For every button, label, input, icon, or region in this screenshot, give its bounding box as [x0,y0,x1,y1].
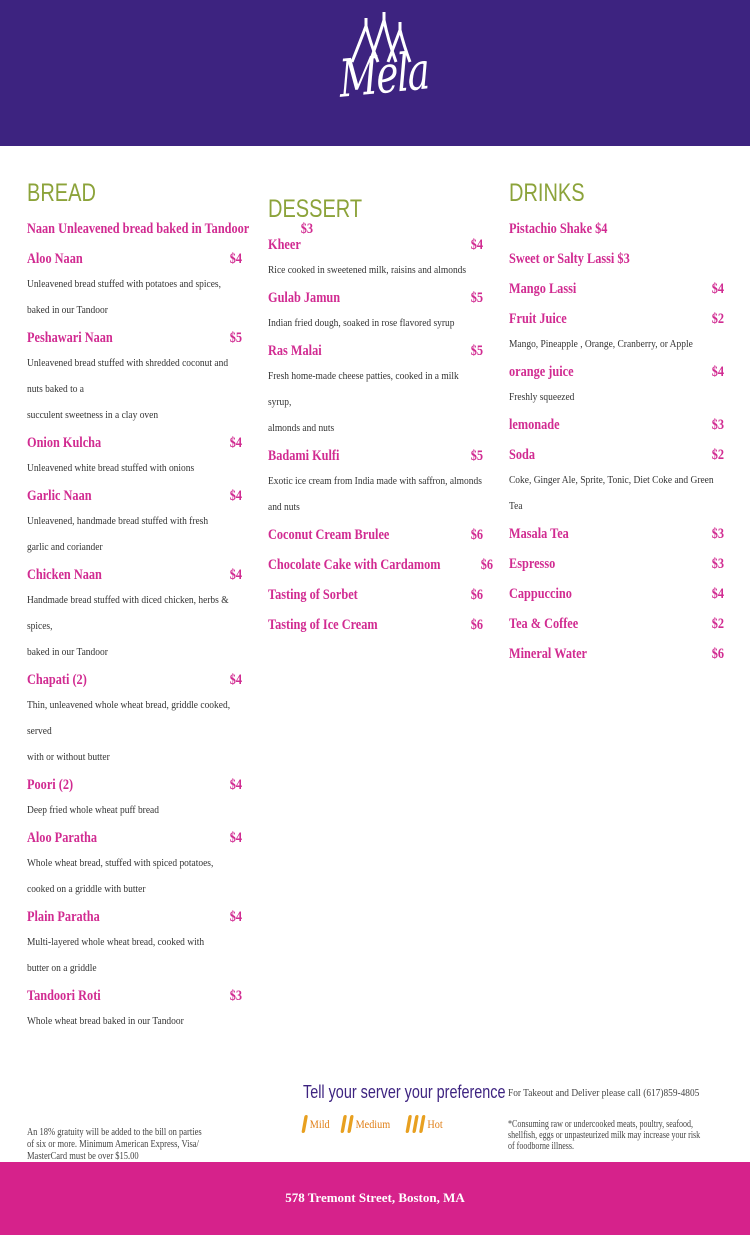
menu-item [268,283,483,336]
menu-item [27,428,242,481]
menu-item-name: Aloo Naan [27,251,83,267]
consumption-warning: *Consuming raw or undercooked meats, poultry, seafood, shellfish, eggs or unpasteurized milk may increase your risk of foodborne illness. [508,1119,701,1152]
dessert-section [268,194,494,640]
spice-level-label: Mild [309,1116,330,1131]
menu-item-row [268,230,483,260]
menu-item-description: Coke, Ginger Ale, Sprite, Tonic, Diet Coke and Green Tea [509,474,714,512]
menu-item-name: Soda [509,447,535,463]
menu-item-description: Rice cooked in sweetened milk, raisins and almonds [268,264,467,276]
menu-item-price: $3 [711,417,724,433]
menu-item [509,579,724,609]
menu-item-row [27,770,242,800]
menu-item-row [27,981,242,1011]
spice-levels [303,1115,473,1133]
menu-item [509,274,724,304]
menu-item-price: $6 [711,646,724,662]
menu-item [27,823,242,902]
gratuity-note: An 18% gratuity will be added to the bill on parties of six or more. Minimum American Express, Visa/ MasterCard must be over $15.00 [27,1127,202,1162]
menu-item-price: $5 [470,448,483,464]
menu-item-description: Deep fried whole wheat puff bread [27,804,159,816]
menu-item-row [27,560,242,590]
menu-item-price: $6 [470,587,483,603]
menu-item [27,323,242,428]
preference-title: Tell your server your preference [303,1082,506,1102]
menu-item-row [27,323,242,353]
menu-item [509,639,724,669]
menu-item-price: $3 [711,526,724,542]
menu-item [509,410,724,440]
menu-item-name: Badami Kulfi [268,448,340,464]
spice-level-medium [342,1115,390,1133]
menu-item [27,560,242,665]
menu-item [27,902,242,981]
menu-item-price: $4 [711,281,724,297]
menu-item-price: $6 [470,527,483,543]
menu-item [268,441,483,520]
takeout-note: For Takeout and Deliver please call (617)859-4805 [508,1087,700,1099]
menu-item [268,580,483,610]
menu-item-row [27,214,314,244]
menu-item-row [509,410,724,440]
menu-item-price: $4 [229,909,242,925]
menu-item-name: Masala Tea [509,526,569,542]
menu-item-row [268,336,483,366]
menu-item-name: orange juice [509,364,574,380]
menu-item-price: $3 [300,221,314,237]
menu-item-price: $4 [229,567,242,583]
spice-level-hot [407,1115,443,1133]
menu-item-row [268,610,483,640]
menu-item-name: Onion Kulcha [27,435,102,451]
menu-item-price: $2 [711,447,724,463]
chili-pepper-icon [341,1115,348,1133]
spice-level-mild [303,1115,330,1133]
menu-item-price: $4 [229,488,242,504]
menu-item-name: Mango Lassi [509,281,577,297]
menu-item-name: Peshawari Naan [27,330,113,346]
menu-item-description: Unleavened, handmade bread stuffed with fresh garlic and coriander [27,515,209,553]
menu-item-name: Gulab Jamun [268,290,341,306]
menu-item-price: $2 [711,311,724,327]
menu-item-price: $4 [229,435,242,451]
menu-item-description: Fresh home-made cheese patties, cooked in a milk syrup, almonds and nuts [268,370,459,434]
chili-pepper-icon [348,1115,355,1133]
menu-item [268,336,483,441]
section-title: BREAD [27,179,96,207]
menu-item-name: Pistachio Shake $4 [509,221,608,237]
menu-item-name: Chicken Naan [27,567,102,583]
menu-item [509,440,724,519]
menu-item-price: $5 [470,343,483,359]
menu-item [509,214,724,244]
menu-item-row [509,274,724,304]
menu-item-description: Unleavened bread stuffed with shredded coconut and nuts baked to a succulent sweetness in a clay oven [27,357,229,421]
menu-item-price: $5 [229,330,242,346]
menu-item [268,520,483,550]
drinks-section [509,178,724,669]
menu-item-description: Indian fried dough, soaked in rose flavored syrup [268,317,455,329]
menu-item-name: Tasting of Ice Cream [268,617,378,633]
menu-item [27,244,242,323]
menu-item-price: $3 [711,556,724,572]
menu-item [509,519,724,549]
menu-item-price: $4 [711,586,724,602]
chili-pepper-icon [405,1115,412,1133]
menu-item-name: Chapati (2) [27,672,87,688]
chili-pepper-icon [301,1115,308,1133]
menu-item-price: $2 [711,616,724,632]
menu-item-description: Handmade bread stuffed with diced chicken, herbs & spices, baked in our Tandoor [27,594,229,658]
section-title: DRINKS [509,179,585,207]
menu-item-description: Freshly squeezed [509,391,575,403]
menu-item-name: Aloo Paratha [27,830,98,846]
address: 578 Tremont Street, Boston, MA [285,1190,465,1205]
menu-item [27,981,242,1034]
menu-item-row [509,214,724,244]
menu-item-name: Tandoori Roti [27,988,101,1004]
menu-item-row [509,549,724,579]
menu-item-row [509,304,724,334]
menu-item-row [509,244,724,274]
menu-item-name: Coconut Cream Brulee [268,527,390,543]
menu-item-row [27,481,242,511]
spice-level-label: Medium [355,1116,391,1131]
menu-item [509,244,724,274]
menu-item-row [268,441,483,471]
menu-item-name: Kheer [268,237,301,253]
menu-item-row [268,580,483,610]
menu-item-name: Sweet or Salty Lassi $3 [509,251,630,267]
menu-item [268,230,483,283]
menu-item-description: Thin, unleavened whole wheat bread, griddle cooked, served with or without butter [27,699,231,763]
menu-item-name: Mineral Water [509,646,588,662]
menu-item-row [509,579,724,609]
menu-item [27,214,314,244]
chili-pepper-icon [412,1115,419,1133]
menu-item-name: Plain Paratha [27,909,100,925]
menu-item-price: $4 [229,672,242,688]
menu-item-description: Multi-layered whole wheat bread, cooked with butter on a griddle [27,936,205,974]
menu-item-name: Ras Malai [268,343,322,359]
menu-item-row [27,902,242,932]
menu-item-row [509,519,724,549]
header-banner [0,0,750,146]
menu-item-name: Garlic Naan [27,488,92,504]
menu-item [509,304,724,357]
menu-item-description: Mango, Pineapple , Orange, Cranberry, or Apple [509,338,693,350]
menu-item-row [509,609,724,639]
section-title: DESSERT [268,195,363,223]
spice-level-label: Hot [427,1116,443,1131]
menu-item-name: Chocolate Cake with Cardamom [268,557,441,573]
menu-item-price: $4 [229,830,242,846]
menu-item-description: Unleavened white bread stuffed with onions [27,462,195,474]
menu-item [27,770,242,823]
spice-preference-box [303,1082,506,1133]
menu-item-name: Cappuccino [509,586,572,602]
menu-item-name: Tasting of Sorbet [268,587,358,603]
menu-item-name: Fruit Juice [509,311,567,327]
menu-item-price: $4 [229,251,242,267]
menu-item-description: Unleavened bread stuffed with potatoes and spices, baked in our Tandoor [27,278,221,316]
menu-item [509,357,724,410]
menu-item-row [268,283,483,313]
chili-pepper-icon [419,1115,426,1133]
menu-item [268,610,483,640]
menu-item-row [27,665,242,695]
menu-item-row [509,440,724,470]
menu-item [509,549,724,579]
menu-item-price: $4 [470,237,483,253]
menu-item-row [509,639,724,669]
menu-item-price: $5 [470,290,483,306]
menu-item-name: Tea & Coffee [509,616,579,632]
menu-item [27,665,242,770]
menu-item-row [268,520,483,550]
menu-item-row [27,428,242,458]
menu-item-row [27,244,242,274]
menu-item-price: $6 [470,617,483,633]
menu-item-name: Espresso [509,556,556,572]
menu-item-description: Whole wheat bread, stuffed with spiced potatoes, cooked on a griddle with butter [27,857,214,895]
menu-item-price: $4 [229,777,242,793]
menu-item-price: $6 [481,557,494,573]
menu-item-description: Whole wheat bread baked in our Tandoor [27,1015,184,1027]
menu-item [27,481,242,560]
menu-item-price: $4 [711,364,724,380]
menu-item-row [509,357,724,387]
menu-item-description: Exotic ice cream from India made with saffron, almonds and nuts [268,475,482,513]
menu-item-row [268,550,494,580]
menu-item-price: $3 [229,988,242,1004]
menu-item-name: lemonade [509,417,560,433]
mela-logo-text: Mela [338,41,430,110]
menu-item-name: Poori (2) [27,777,74,793]
menu-item-row [27,823,242,853]
menu-item [268,550,494,580]
menu-item [509,609,724,639]
menu-item-name: Naan Unleavened bread baked in Tandoor [27,221,250,237]
